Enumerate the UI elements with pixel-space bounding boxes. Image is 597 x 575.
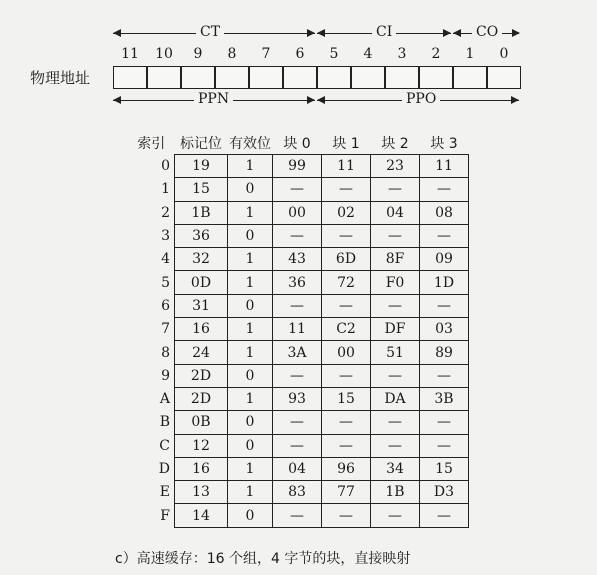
co-label: CO [472, 24, 502, 40]
block-0-cell: 83 [273, 481, 322, 504]
bit-cell [317, 66, 351, 89]
bit-cell [487, 66, 521, 89]
block-1-cell: 6D [322, 248, 371, 271]
bit-number: 1 [465, 46, 475, 62]
row-index: E [159, 484, 170, 501]
bit-number: 10 [155, 46, 173, 62]
block-0-cell: 93 [273, 387, 322, 410]
figure-caption: c）高速缓存：16 个组，4 字节的块，直接映射 [115, 551, 411, 567]
table-row [128, 294, 469, 317]
row-index: 9 [161, 367, 170, 384]
block-3-cell: D3 [420, 481, 469, 504]
table-row [128, 248, 469, 271]
block-2-cell: 8F [371, 248, 420, 271]
block-0-cell: — [273, 504, 322, 527]
block-2-cell: — [371, 504, 420, 527]
block-1-cell: 11 [322, 155, 371, 178]
bit-cell [215, 66, 249, 89]
block-3-cell: — [420, 434, 469, 457]
table-header-row [128, 132, 469, 155]
block-3-cell: — [420, 364, 469, 387]
bit-number: 6 [295, 46, 305, 62]
tag-cell: 12 [175, 434, 228, 457]
bit-cell [181, 66, 215, 89]
ct-label: CT [196, 24, 224, 40]
block-0-cell: 43 [273, 248, 322, 271]
table-row [128, 457, 469, 480]
block-1-cell: — [322, 294, 371, 317]
header-block-2: 块 2 [381, 136, 409, 152]
block-3-cell: — [420, 411, 469, 434]
block-3-cell: — [420, 178, 469, 201]
row-index: F [160, 507, 170, 524]
header-block-1: 块 1 [332, 136, 360, 152]
table-row [128, 271, 469, 294]
block-1-cell: C2 [322, 318, 371, 341]
row-index: 0 [161, 158, 170, 175]
block-3-cell: — [420, 504, 469, 527]
bit-number: 2 [431, 46, 441, 62]
bit-cell [419, 66, 453, 89]
block-0-cell: 11 [273, 318, 322, 341]
block-3-cell: 15 [420, 457, 469, 480]
table-row [128, 178, 469, 201]
row-index: 8 [161, 344, 170, 361]
valid-cell: 1 [228, 271, 273, 294]
table-row [128, 224, 469, 247]
tag-cell: 0D [175, 271, 228, 294]
bit-cell [385, 66, 419, 89]
tag-cell: 16 [175, 318, 228, 341]
block-2-cell: — [371, 364, 420, 387]
table-row [128, 504, 469, 527]
block-0-cell: — [273, 178, 322, 201]
bit-number: 11 [121, 46, 139, 62]
tag-cell: 0B [175, 411, 228, 434]
block-1-cell: — [322, 178, 371, 201]
row-index: A [159, 391, 170, 408]
block-3-cell: — [420, 224, 469, 247]
row-index: B [159, 414, 170, 431]
bit-cell [249, 66, 283, 89]
table-row [128, 434, 469, 457]
table-row [128, 481, 469, 504]
block-2-cell: — [371, 434, 420, 457]
block-0-cell: 00 [273, 201, 322, 224]
block-3-cell: 09 [420, 248, 469, 271]
bit-cell [113, 66, 147, 89]
block-0-cell: — [273, 224, 322, 247]
tag-cell: 13 [175, 481, 228, 504]
block-3-cell: 08 [420, 201, 469, 224]
valid-cell: 0 [228, 178, 273, 201]
block-2-cell: — [371, 294, 420, 317]
valid-cell: 0 [228, 411, 273, 434]
block-3-cell: 1D [420, 271, 469, 294]
header-index: 索引 [137, 136, 166, 153]
bit-number: 3 [397, 46, 407, 62]
block-3-cell: — [420, 294, 469, 317]
bit-cell [351, 66, 385, 89]
valid-cell: 1 [228, 155, 273, 178]
tag-cell: 14 [175, 504, 228, 527]
row-index: 1 [161, 181, 170, 198]
row-index: 3 [161, 228, 170, 245]
table-row [128, 155, 469, 178]
valid-cell: 1 [228, 201, 273, 224]
valid-cell: 1 [228, 481, 273, 504]
table-row [128, 201, 469, 224]
block-1-cell: 02 [322, 201, 371, 224]
valid-cell: 0 [228, 504, 273, 527]
block-1-cell: 00 [322, 341, 371, 364]
row-index: 7 [161, 321, 170, 338]
block-1-cell: — [322, 224, 371, 247]
block-0-cell: — [273, 294, 322, 317]
block-0-cell: — [273, 411, 322, 434]
row-index: 6 [161, 297, 170, 314]
valid-cell: 1 [228, 457, 273, 480]
table-row [128, 341, 469, 364]
bit-number: 8 [227, 46, 237, 62]
valid-cell: 1 [228, 387, 273, 410]
bit-number: 0 [499, 46, 509, 62]
row-index: D [158, 461, 170, 477]
cache-table [128, 132, 469, 528]
bit-cell [453, 66, 487, 89]
valid-cell: 1 [228, 341, 273, 364]
tag-cell: 36 [175, 224, 228, 247]
table-row [128, 411, 469, 434]
block-3-cell: 03 [420, 318, 469, 341]
header-valid: 有效位 [229, 136, 271, 152]
block-2-cell: 04 [371, 201, 420, 224]
block-0-cell: 3A [273, 341, 322, 364]
valid-cell: 0 [228, 434, 273, 457]
block-1-cell: 72 [322, 271, 371, 294]
bit-number: 4 [363, 46, 373, 62]
block-2-cell: 51 [371, 341, 420, 364]
bit-cell [283, 66, 317, 89]
row-index: 5 [161, 274, 170, 291]
valid-cell: 0 [228, 364, 273, 387]
bit-number: 5 [329, 46, 339, 62]
tag-cell: 16 [175, 457, 228, 480]
block-3-cell: 3B [420, 387, 469, 410]
valid-cell: 0 [228, 294, 273, 317]
bit-number: 7 [261, 46, 271, 62]
row-index: 4 [161, 251, 170, 268]
ci-label: CI [372, 24, 396, 40]
block-0-cell: 36 [273, 271, 322, 294]
row-index: C [159, 437, 170, 454]
block-2-cell: DA [371, 387, 420, 410]
tag-cell: 15 [175, 178, 228, 201]
block-2-cell: DF [371, 318, 420, 341]
block-3-cell: 89 [420, 341, 469, 364]
block-2-cell: — [371, 411, 420, 434]
block-0-cell: — [273, 364, 322, 387]
valid-cell: 0 [228, 224, 273, 247]
tag-cell: 24 [175, 341, 228, 364]
block-0-cell: — [273, 434, 322, 457]
table-row [128, 318, 469, 341]
block-3-cell: 11 [420, 155, 469, 178]
block-2-cell: F0 [371, 271, 420, 294]
block-0-cell: 99 [273, 155, 322, 178]
valid-cell: 1 [228, 248, 273, 271]
tag-cell: 2D [175, 387, 228, 410]
block-2-cell: 34 [371, 457, 420, 480]
block-2-cell: 1B [371, 481, 420, 504]
ppn-label: PPN [194, 91, 233, 107]
block-2-cell: 23 [371, 155, 420, 178]
header-block-3: 块 3 [430, 136, 458, 152]
block-1-cell: — [322, 504, 371, 527]
block-1-cell: — [322, 411, 371, 434]
tag-cell: 1B [175, 201, 228, 224]
table-row [128, 364, 469, 387]
row-index: 2 [161, 204, 170, 221]
block-1-cell: 96 [322, 457, 371, 480]
table-row [128, 387, 469, 410]
tag-cell: 31 [175, 294, 228, 317]
block-2-cell: — [371, 178, 420, 201]
header-tag: 标记位 [180, 136, 222, 152]
block-1-cell: — [322, 434, 371, 457]
header-block-0: 块 0 [283, 136, 311, 152]
tag-cell: 32 [175, 248, 228, 271]
block-2-cell: — [371, 224, 420, 247]
block-1-cell: — [322, 364, 371, 387]
bit-number: 9 [193, 46, 203, 62]
bit-cell [147, 66, 181, 89]
block-1-cell: 15 [322, 387, 371, 410]
block-0-cell: 04 [273, 457, 322, 480]
ppo-label: PPO [402, 91, 440, 107]
tag-cell: 19 [175, 155, 228, 178]
valid-cell: 1 [228, 318, 273, 341]
block-1-cell: 77 [322, 481, 371, 504]
tag-cell: 2D [175, 364, 228, 387]
physical-address-label: 物理地址 [30, 69, 91, 87]
